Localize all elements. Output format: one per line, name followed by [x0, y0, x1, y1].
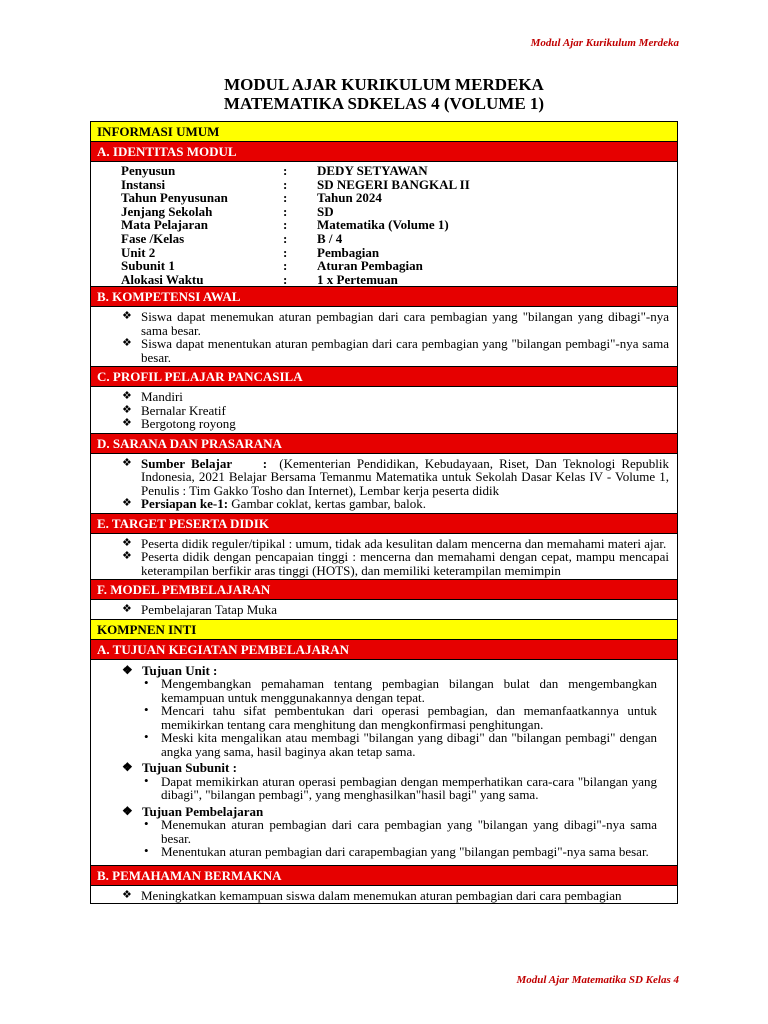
diamond-bullet-icon: ❖ [122, 497, 132, 510]
list-item: ❖ Sumber Belajar : (Kementerian Pendidikan, Kebudayaan, Riset, Dan Teknologi Republik Indonesia, 2021 Belajar Bersama Temanmu Matematika untuk Sekolah Dasar Kelas IV - Volume 1, Penulis : Tim Gakko Tosho dan Internet), Lembar kerja peserta didik [122, 455, 670, 498]
tujuan-subunit [122, 761, 677, 802]
identitas-row: Instansi : SD NEGERI BANGKAL II [121, 176, 470, 192]
tujuan-unit [122, 664, 677, 759]
title-line-1: MODUL AJAR KURIKULUM MERDEKA [224, 75, 544, 94]
pemahaman-block [91, 886, 677, 904]
tujuan-pembelajaran [122, 805, 677, 859]
tujuan-pembelajaran-label: Tujuan Pembelajaran [142, 803, 264, 819]
model-block [91, 600, 677, 620]
bullet-icon: • [144, 675, 149, 691]
list-item: ❖ Peserta didik dengan pencapaian tinggi : mencerna dan memahami dengan cepat, mampu mencapai keterampilan berfikir aras tinggi (HOTS), dan memiliki keterampilan memimpin [122, 549, 669, 578]
bullet-icon: • [144, 816, 149, 832]
identitas-row: Alokasi Waktu : 1 x Pertemuan [121, 271, 398, 287]
diamond-bullet-icon: ❖ [122, 760, 133, 775]
list-item: ❖ Siswa dapat menentukan aturan pembagian dari cara pembagian yang "bilangan pembagi"-nya sama besar. [122, 336, 669, 365]
target-block [91, 534, 677, 581]
diamond-bullet-icon: ❖ [122, 337, 132, 350]
list-item: ❖ Peserta didik reguler/tipikal : umum, tidak ada kesulitan dalam mencerna dan memahami materi ajar. [122, 535, 667, 551]
section-tujuan-heading: A. TUJUAN KEGIATAN PEMBELAJARAN [91, 640, 677, 660]
bullet-icon: • [144, 702, 149, 718]
identitas-row: Fase /Kelas : B / 4 [121, 230, 343, 246]
list-item: ❖ Pembelajaran Tatap Muka [122, 602, 278, 618]
title-line-2: MATEMATIKA SDKELAS 4 (VOLUME 1) [223, 94, 545, 113]
diamond-bullet-icon: ❖ [122, 403, 132, 416]
bullet-icon: • [144, 772, 149, 788]
list-item: ❖ Bergotong royong [122, 416, 236, 432]
identitas-row: Unit 2 : Pembagian [121, 244, 380, 260]
tujuan-unit-label: Tujuan Unit : [142, 662, 218, 678]
list-item: ❖ Siswa dapat menemukan aturan pembagian dari cara pembagian yang "bilangan yang dibagi"-nya sama besar. [122, 309, 669, 338]
section-model-heading: F. MODEL PEMBELAJARAN [91, 580, 677, 600]
list-item: • Meski kita mengalikan atau membagi "bilangan yang dibagi" dan "bilangan pembagi" dengan angka yang sama, hasil baginya akan tetap sama. [144, 729, 657, 759]
module-table [90, 121, 678, 904]
list-item: • Mencari tahu sifat pembentukan dari operasi pembagian, dan memanfaatkannya untuk memikirkan tentang cara menghitung dan mengkonfirmasi penghitungan. [144, 702, 657, 732]
tujuan-subunit-label: Tujuan Subunit : [142, 760, 237, 776]
bullet-icon: • [144, 843, 149, 859]
tujuan-block [91, 660, 677, 866]
list-item: • Mengembangkan pemahaman tentang pembagian bilangan bulat dan mengembangkan kemampuan untuk menggunakannya dengan tepat. [144, 675, 657, 705]
section-komponen-inti: KOMPNEN INTI [91, 620, 677, 640]
identitas-row: Mata Pelajaran : Matematika (Volume 1) [121, 217, 449, 233]
list-item: • Menentukan aturan pembagian dari carapembagian yang "bilangan pembagi"-nya sama besar. [144, 843, 649, 860]
diamond-bullet-icon: ❖ [122, 390, 132, 403]
diamond-bullet-icon: ❖ [122, 603, 132, 616]
list-item: • Dapat memikirkan aturan operasi pembagian dengan memperhatikan cara-cara "bilangan yang dibagi", "bilangan pembagi", yang menghasilkan"hasil bagi" yang sama. [144, 772, 657, 803]
page-footer-text: Modul Ajar Matematika SD Kelas 4 [516, 974, 679, 986]
diamond-bullet-icon: ❖ [122, 662, 133, 677]
section-informasi-umum: INFORMASI UMUM [91, 122, 677, 142]
diamond-bullet-icon: ❖ [122, 888, 132, 901]
section-sarana-heading: D. SARANA DAN PRASARANA [91, 434, 677, 454]
diamond-bullet-icon: ❖ [122, 536, 132, 549]
diamond-bullet-icon: ❖ [122, 310, 132, 323]
sarana-block [91, 454, 677, 514]
section-pemahaman-heading: B. PEMAHAMAN BERMAKNA [91, 866, 677, 886]
diamond-bullet-icon: ❖ [122, 803, 133, 818]
section-identitas-heading: A. IDENTITAS MODUL [91, 142, 677, 162]
section-profil-heading: C. PROFIL PELAJAR PANCASILA [91, 367, 677, 387]
diamond-bullet-icon: ❖ [122, 456, 132, 469]
list-item: • Menemukan aturan pembagian dari cara pembagian yang "bilangan yang dibagi"-nya sama besar. [144, 816, 657, 846]
diamond-bullet-icon: ❖ [122, 550, 132, 563]
list-item: ❖ Mandiri [122, 389, 183, 405]
kompetensi-block [91, 307, 677, 367]
list-item: ❖ Bernalar Kreatif [122, 402, 226, 418]
identitas-row: Penyusun : DEDY SETYAWAN [121, 163, 428, 178]
identitas-block [91, 162, 677, 287]
profil-block [91, 387, 677, 434]
list-item: ❖ Meningkatkan kemampuan siswa dalam menemukan aturan pembagian dari cara pembagian [122, 887, 622, 903]
identitas-row: Tahun Penyusunan : Tahun 2024 [121, 190, 382, 206]
bullet-icon: • [144, 729, 149, 745]
section-kompetensi-heading: B. KOMPETENSI AWAL [91, 287, 677, 307]
diamond-bullet-icon: ❖ [122, 417, 132, 430]
page-title [0, 75, 768, 113]
identitas-row: Subunit 1 : Aturan Pembagian [121, 258, 423, 274]
section-target-heading: E. TARGET PESERTA DIDIK [91, 514, 677, 534]
list-item: ❖ Persiapan ke-1: Gambar coklat, kertas gambar, balok. [122, 496, 427, 512]
page-header-text: Modul Ajar Kurikulum Merdeka [530, 37, 679, 49]
identitas-row: Jenjang Sekolah : SD [121, 203, 334, 219]
